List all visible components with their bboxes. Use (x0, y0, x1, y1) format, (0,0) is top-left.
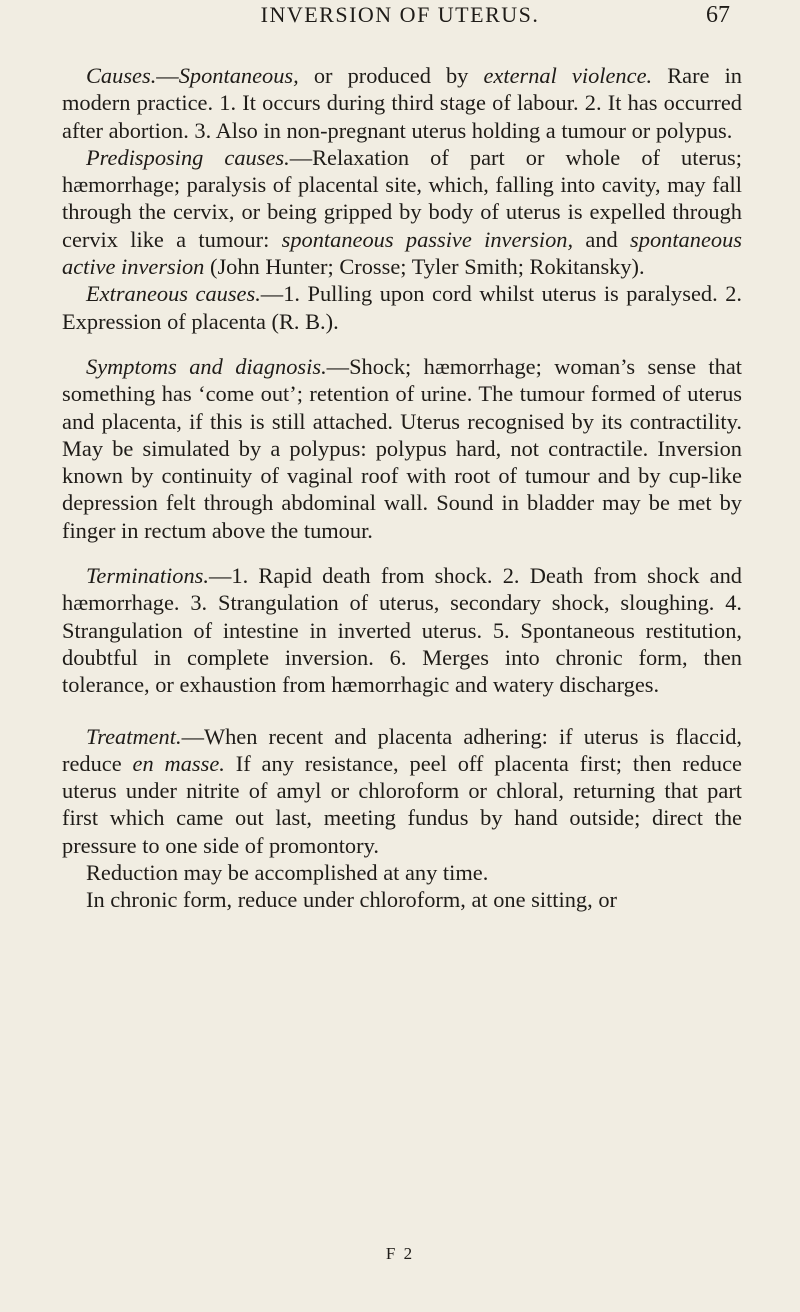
paragraph-causes: Causes.—Spontaneous, or produced by external violence. Rare in modern practice. 1. It occurs during third stage of labour. 2. It has occurred after abortion. 3. Also in non-pregnant uterus holding a tumour or polypus. (62, 63, 742, 143)
causes-lead: Spontaneous, (178, 63, 299, 88)
signature-mark: F 2 (385, 1244, 415, 1263)
paragraph-extraneous: Extraneous causes.—1. Pulling upon cord whilst uterus is paralysed. 2. Expression of placenta (R. B.). (62, 281, 742, 334)
heading-causes: Causes. (86, 63, 157, 88)
heading-extraneous: Extraneous causes. (86, 281, 261, 307)
paragraph-reduction: Reduction may be accomplished at any time. (86, 860, 489, 886)
paragraph-chronic: In chronic form, reduce under chloroform, at one sitting, or (86, 887, 617, 913)
paragraph-symptoms: Symptoms and diagnosis.—Shock; hæmorrhage; woman’s sense that something has ‘come out’; retention of urine. The tumour formed of uterus and placenta, if this is still attached. Uterus recognised by its contractility. May be simulated by a polypus: polypus hard, not contractile. Inversion known by continuity of vaginal roof with root of tumour and by cup-like depression felt through abdominal wall. Sound in bladder may be met by finger in rectum above the tumour. (62, 353, 742, 543)
heading-predisposing: Predisposing causes. (86, 144, 290, 170)
heading-treatment: Treatment. (86, 723, 182, 749)
heading-terminations: Terminations. (86, 563, 209, 589)
page-body (62, 62, 742, 914)
paragraph-treatment: Treatment.—When recent and placenta adhering: if uterus is flaccid, reduce en masse. If any resistance, peel off placenta first; then reduce uterus under nitrite of amyl or chloroform or chloral, returning that part first which came out last, meeting fundus by hand outside; direct the pressure to one side of promontory. (62, 723, 742, 858)
paragraph-predisposing: Predisposing causes.—Relaxation of part or whole of uterus; hæmorrhage; paralysis of placental site, which, falling into cavity, may fall through the cervix, or being gripped by body of uterus is expelled through cervix like a tumour: spontaneous passive inversion, and spontaneous active inversion (John Hunter; Crosse; Tyler Smith; Rokitansky). (62, 144, 742, 280)
paragraph-terminations: Terminations.—1. Rapid death from shock. 2. Death from shock and hæmorrhage. 3. Strangulation of uterus, secondary shock, sloughing. 4. Strangulation of intestine in inverted uterus. 5. Spontaneous restitution, doubtful in complete inversion. 6. Merges into chronic form, then tolerance, or exhaustion from hæmorrhagic and watery discharges. (62, 563, 742, 698)
heading-symptoms: Symptoms and diagnosis. (86, 353, 327, 379)
page-number: 67 (706, 2, 730, 28)
running-title: INVERSION OF UTERUS. (260, 2, 540, 27)
